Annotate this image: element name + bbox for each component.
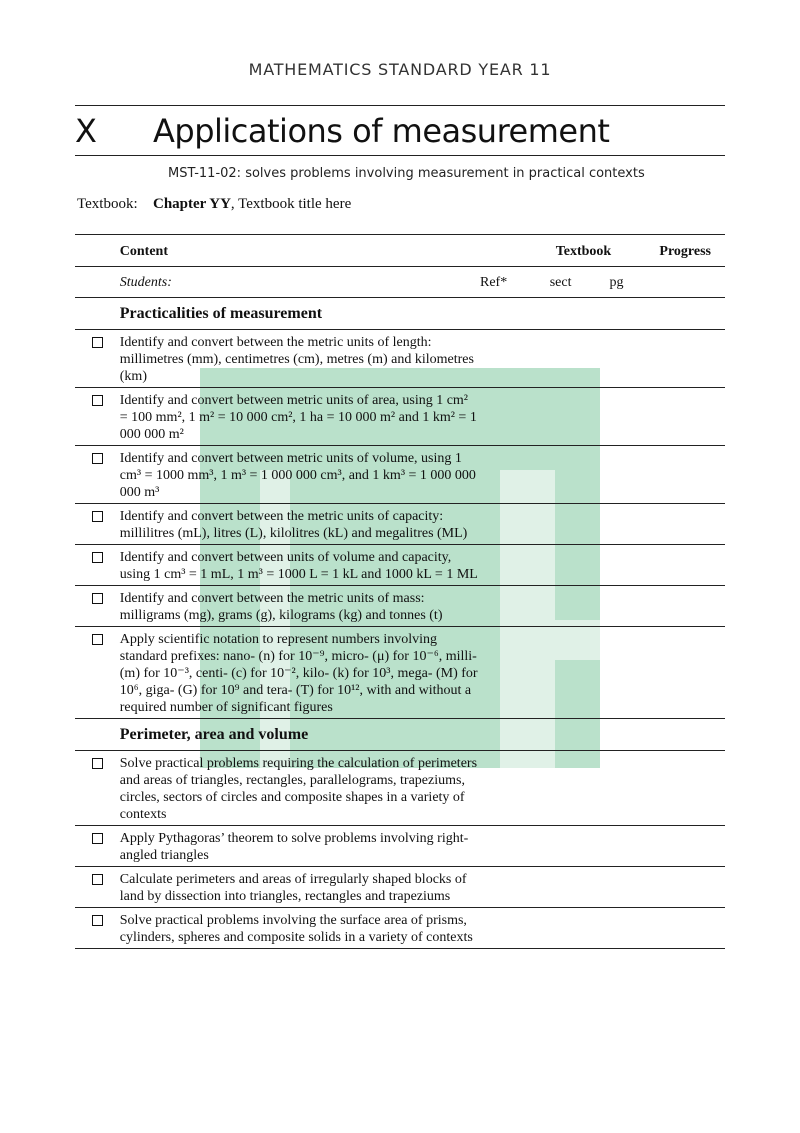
list-item	[75, 867, 725, 908]
progress-checkbox[interactable]	[92, 593, 103, 604]
content-item: Identify and convert between metric units of volume, using 1 cm³ = 1000 mm³, 1 m³ = 1 000 000 cm³, and 1 km³ = 1 000 000 000 m³	[120, 446, 478, 504]
content-item: Calculate perimeters and areas of irregularly shaped blocks of land by dissection into triangles, rectangles and trapeziums	[120, 867, 478, 908]
content-item: Apply Pythagoras’ theorem to solve problems involving right-angled triangles	[120, 826, 478, 867]
textbook-title: , Textbook title here	[230, 196, 352, 212]
textbook-chapter: Chapter YY	[153, 196, 231, 212]
section-heading: Practicalities of measurement	[120, 298, 725, 330]
outcome-statement: MST-11-02: solves problems involving measurement in practical contexts	[168, 166, 645, 181]
section-heading-row	[75, 719, 725, 751]
list-item	[75, 446, 725, 504]
progress-checkbox[interactable]	[92, 915, 103, 926]
ref-label: Ref*	[478, 267, 550, 298]
section-heading: Perimeter, area and volume	[120, 719, 725, 751]
subheader-row	[75, 267, 725, 298]
header-content: Content	[120, 235, 478, 267]
list-item	[75, 751, 725, 826]
table-header-row	[75, 235, 725, 267]
progress-checkbox[interactable]	[92, 511, 103, 522]
content-item: Identify and convert between metric units of area, using 1 cm² = 100 mm², 1 m² = 10 000 cm², 1 ha = 10 000 m² and 1 km² = 1 000 000 m²	[120, 388, 478, 446]
pg-label: pg	[610, 267, 660, 298]
chapter-letter: X	[75, 112, 97, 150]
top-rule	[75, 105, 725, 106]
progress-checkbox[interactable]	[92, 758, 103, 769]
progress-checkbox[interactable]	[92, 337, 103, 348]
list-item	[75, 330, 725, 388]
running-head: MATHEMATICS STANDARD YEAR 11	[248, 60, 552, 79]
chapter-title: Applications of measurement	[153, 112, 610, 150]
content-item: Identify and convert between the metric units of length: millimetres (mm), centimetres (cm), metres (m) and kilometres (km)	[120, 330, 478, 388]
content-item: Identify and convert between the metric units of capacity: millilitres (mL), litres (L), kilolitres (kL) and megalitres (ML)	[120, 504, 478, 545]
list-item	[75, 504, 725, 545]
list-item	[75, 545, 725, 586]
content-item: Solve practical problems requiring the calculation of perimeters and areas of triangles, rectangles, parallelograms, trapeziums, circles, sectors of circles and composite shapes in a variety of contexts	[120, 751, 478, 826]
sect-label: sect	[550, 267, 610, 298]
list-item	[75, 388, 725, 446]
textbook-label: Textbook:	[77, 196, 138, 212]
progress-checkbox[interactable]	[92, 874, 103, 885]
textbook-reference	[77, 196, 351, 213]
progress-checkbox[interactable]	[92, 453, 103, 464]
content-item: Solve practical problems involving the surface area of prisms, cylinders, spheres and composite solids in a variety of contexts	[120, 908, 478, 949]
progress-checkbox[interactable]	[92, 552, 103, 563]
content-item: Identify and convert between units of volume and capacity, using 1 cm³ = 1 mL, 1 m³ = 1000 L = 1 kL and 1000 kL = 1 ML	[120, 545, 478, 586]
header-progress: Progress	[659, 235, 725, 267]
list-item	[75, 586, 725, 627]
syllabus-table	[75, 234, 725, 949]
progress-checkbox[interactable]	[92, 634, 103, 645]
progress-checkbox[interactable]	[92, 395, 103, 406]
students-label: Students:	[120, 267, 478, 298]
chapter-heading	[75, 112, 725, 152]
list-item	[75, 627, 725, 719]
content-item: Apply scientific notation to represent numbers involving standard prefixes: nano- (n) for 10⁻⁹, micro- (μ) for 10⁻⁶, milli- (m) for 10⁻³, centi- (c) for 10⁻², kilo- (k) for 10³, mega- (M) for 10⁶, giga- (G) for 10⁹ and tera- (T) for 10¹², with and without a required number of significant figures	[120, 627, 478, 719]
header-textbook: Textbook	[550, 235, 660, 267]
progress-checkbox[interactable]	[92, 833, 103, 844]
title-rule	[75, 155, 725, 156]
list-item	[75, 826, 725, 867]
content-item: Identify and convert between the metric units of mass: milligrams (mg), grams (g), kilograms (kg) and tonnes (t)	[120, 586, 478, 627]
list-item	[75, 908, 725, 949]
section-heading-row	[75, 298, 725, 330]
